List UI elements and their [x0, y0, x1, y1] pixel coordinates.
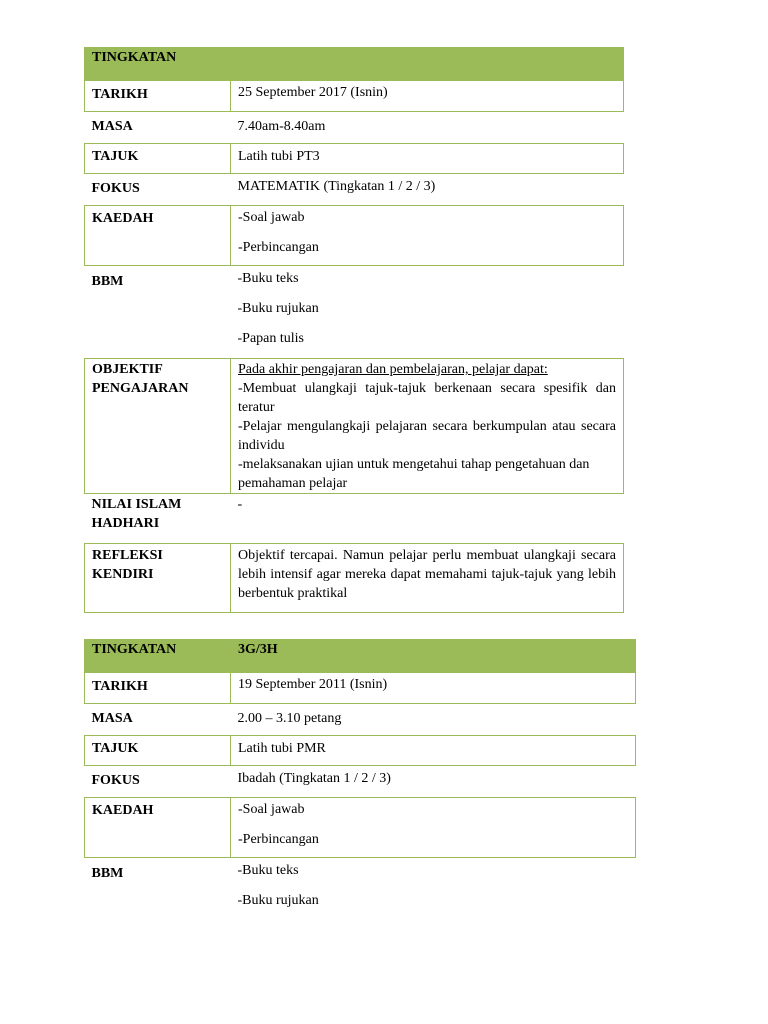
lesson-table-1: [84, 47, 624, 613]
bbm-item: -Buku rujukan: [237, 893, 319, 908]
bbm-label: BBM: [91, 866, 124, 881]
objektif-label: PENGAJARAN: [92, 381, 189, 396]
fokus-label: FOKUS: [91, 773, 140, 788]
row-refleksi: [85, 544, 624, 613]
fokus-value: MATEMATIK (Tingkatan 1 / 2 / 3): [237, 179, 436, 194]
kaedah-item: -Perbincangan: [238, 240, 319, 255]
tingkatan-label: TINGKATAN: [85, 640, 231, 673]
objektif-item: -Membuat ulangkaji tajuk-tajuk berkenaan secara spesifik dan teratur: [238, 381, 616, 415]
kaedah-item: -Perbincangan: [238, 832, 319, 847]
tingkatan-value: [231, 48, 624, 81]
tajuk-value: Latih tubi PMR: [231, 736, 636, 766]
bbm-item: -Papan tulis: [237, 331, 304, 346]
masa-label: MASA: [91, 119, 133, 134]
lesson-table-2: [84, 639, 636, 920]
row-tingkatan: [85, 48, 624, 81]
row-kaedah: [85, 206, 624, 266]
objektif-intro: Pada akhir pengajaran dan pembelajaran, pelajar dapat:: [238, 362, 548, 377]
bbm-item: -Buku teks: [237, 863, 299, 878]
kaedah-item: -Soal jawab: [238, 210, 305, 225]
masa-value: 2.00 – 3.10 petang: [237, 711, 342, 726]
fokus-value: Ibadah (Tingkatan 1 / 2 / 3): [237, 771, 391, 786]
tajuk-value: Latih tubi PT3: [231, 144, 624, 174]
kaedah-item: -Soal jawab: [238, 802, 305, 817]
bbm-item: -Buku teks: [237, 271, 299, 286]
masa-value: 7.40am-8.40am: [237, 119, 326, 134]
row-tajuk: [85, 144, 624, 174]
objektif-label: OBJEKTIF: [92, 362, 163, 377]
row-fokus: [85, 174, 624, 206]
tingkatan-value: 3G/3H: [231, 640, 636, 673]
row-fokus: [85, 766, 636, 798]
tajuk-label: TAJUK: [85, 144, 231, 174]
kaedah-label: KAEDAH: [85, 206, 231, 266]
row-tarikh: [85, 81, 624, 112]
refleksi-label: REFLEKSI: [92, 548, 163, 563]
objektif-item: -Pelajar mengulangkaji pelajaran secara berkumpulan atau secara individu: [238, 419, 616, 453]
tarikh-label: TARIKH: [85, 81, 231, 112]
row-masa: [85, 112, 624, 144]
refleksi-value: Objektif tercapai. Namun pelajar perlu membuat ulangkaji secara lebih intensif agar mereka dapat memahami tajuk-tajuk yang lebih berbentuk praktikal: [231, 544, 624, 613]
row-objektif: [85, 359, 624, 494]
row-kaedah: [85, 798, 636, 858]
row-tarikh: [85, 673, 636, 704]
row-bbm: [85, 858, 636, 921]
refleksi-label: KENDIRI: [92, 567, 154, 582]
tajuk-label: TAJUK: [85, 736, 231, 766]
tingkatan-label: TINGKATAN: [85, 48, 231, 81]
bbm-label: BBM: [91, 274, 124, 289]
tarikh-value: 19 September 2011 (Isnin): [231, 673, 636, 704]
kaedah-label: KAEDAH: [85, 798, 231, 858]
row-tingkatan: [85, 640, 636, 673]
row-nilai: [85, 494, 624, 544]
nilai-label: HADHARI: [91, 516, 160, 531]
fokus-label: FOKUS: [91, 181, 140, 196]
bbm-item: -Buku rujukan: [237, 301, 319, 316]
objektif-item: -melaksanakan ujian untuk mengetahui tahap pengetahuan dan pemahaman pelajar: [238, 457, 590, 491]
row-bbm: [85, 266, 624, 359]
tarikh-value: 25 September 2017 (Isnin): [231, 81, 624, 112]
nilai-label: NILAI ISLAM: [91, 497, 182, 512]
row-tajuk: [85, 736, 636, 766]
masa-label: MASA: [91, 711, 133, 726]
row-masa: [85, 704, 636, 736]
nilai-value: -: [237, 497, 243, 512]
tarikh-label: TARIKH: [85, 673, 231, 704]
